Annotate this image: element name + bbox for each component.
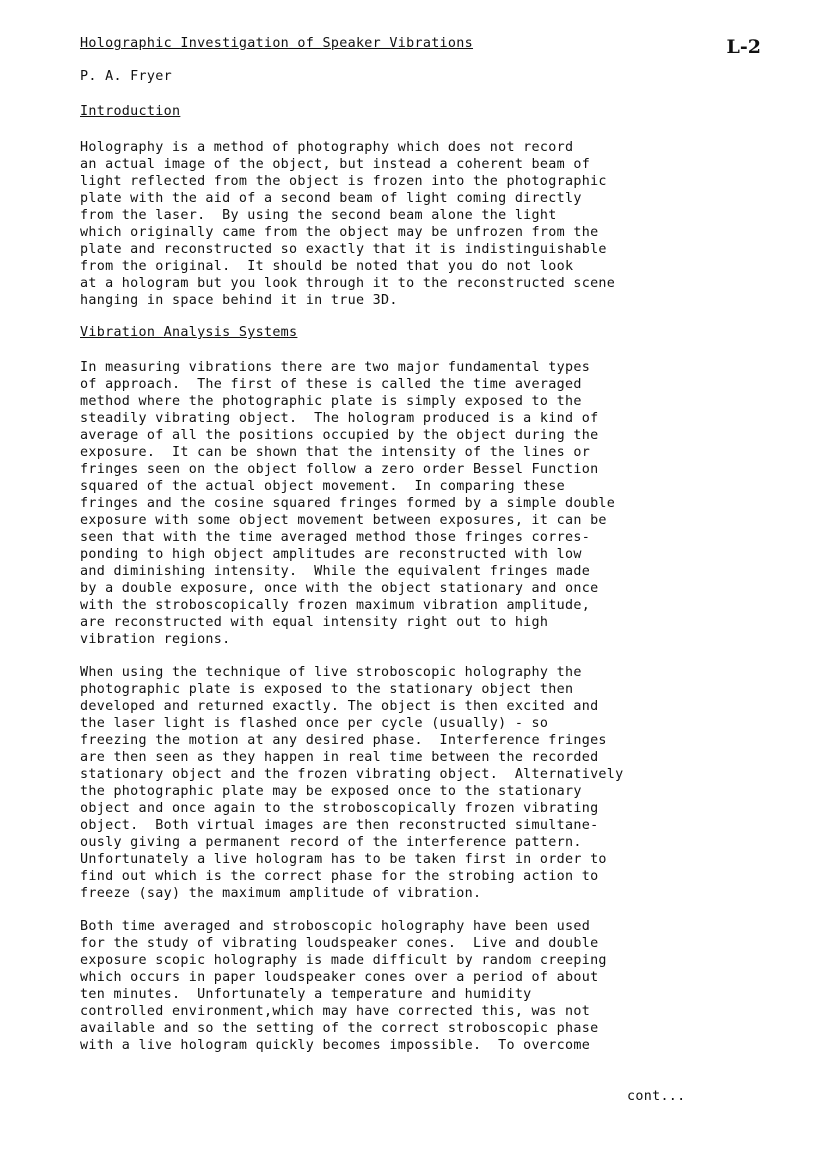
text-line: which occurs in paper loudspeaker cones over a period of about	[80, 970, 599, 985]
text-line: hanging in space behind it in true 3D.	[80, 293, 398, 308]
paragraph-loudspeaker-cones	[80, 918, 607, 1054]
text-line: are reconstructed with equal intensity right out to high	[80, 615, 549, 630]
text-line: the laser light is flashed once per cycle (usually) - so	[80, 716, 549, 731]
text-line: photographic plate is exposed to the stationary object then	[80, 682, 574, 697]
section-heading-introduction: Introduction	[80, 104, 181, 119]
text-line: vibration regions.	[80, 632, 231, 647]
paragraph-measuring-vibrations	[80, 359, 615, 648]
text-line: method where the photographic plate is simply exposed to the	[80, 394, 582, 409]
document-title: Holographic Investigation of Speaker Vibrations	[80, 36, 474, 51]
text-line: with a live hologram quickly becomes impossible. To overcome	[80, 1038, 591, 1053]
text-line: object and once again to the stroboscopically frozen vibrating	[80, 801, 599, 816]
text-line: with the stroboscopically frozen maximum vibration amplitude,	[80, 598, 591, 613]
text-line: When using the technique of live stroboscopic holography the	[80, 665, 582, 680]
text-line: exposure scopic holography is made difficult by random creeping	[80, 953, 607, 968]
text-line: fringes seen on the object follow a zero order Bessel Function	[80, 462, 599, 477]
paragraph-introduction	[80, 139, 615, 309]
page-label: L-2	[726, 36, 761, 58]
text-line: for the study of vibrating loudspeaker cones. Live and double	[80, 936, 599, 951]
text-line: Unfortunately a live hologram has to be taken first in order to	[80, 852, 607, 867]
text-line: exposure with some object movement between exposures, it can be	[80, 513, 607, 528]
text-line: an actual image of the object, but instead a coherent beam of	[80, 157, 591, 172]
text-line: available and so the setting of the correct stroboscopic phase	[80, 1021, 599, 1036]
text-line: find out which is the correct phase for the strobing action to	[80, 869, 599, 884]
text-line: freezing the motion at any desired phase. Interference fringes	[80, 733, 607, 748]
paragraph-live-stroboscopic	[80, 664, 624, 902]
text-line: plate with the aid of a second beam of light coming directly	[80, 191, 582, 206]
author-name: P. A. Fryer	[80, 69, 172, 84]
text-line: light reflected from the object is frozen into the photographic	[80, 174, 607, 189]
text-line: at a hologram but you look through it to the reconstructed scene	[80, 276, 616, 291]
text-line: freeze (say) the maximum amplitude of vibration.	[80, 886, 482, 901]
text-line: steadily vibrating object. The hologram produced is a kind of	[80, 411, 599, 426]
text-line: are then seen as they happen in real time between the recorded	[80, 750, 599, 765]
text-line: ponding to high object amplitudes are reconstructed with low	[80, 547, 582, 562]
text-line: Holography is a method of photography which does not record	[80, 140, 574, 155]
text-line: ously giving a permanent record of the interference pattern.	[80, 835, 582, 850]
continuation-marker: cont...	[627, 1089, 686, 1104]
section-heading-vibration-analysis: Vibration Analysis Systems	[80, 325, 298, 340]
text-line: object. Both virtual images are then reconstructed simultane-	[80, 818, 599, 833]
text-line: In measuring vibrations there are two major fundamental types	[80, 360, 591, 375]
text-line: stationary object and the frozen vibrating object. Alternatively	[80, 767, 624, 782]
text-line: seen that with the time averaged method those fringes corres-	[80, 530, 591, 545]
text-line: plate and reconstructed so exactly that it is indistinguishable	[80, 242, 607, 257]
text-line: average of all the positions occupied by the object during the	[80, 428, 599, 443]
text-line: by a double exposure, once with the object stationary and once	[80, 581, 599, 596]
text-line: ten minutes. Unfortunately a temperature and humidity	[80, 987, 532, 1002]
text-line: developed and returned exactly. The object is then excited and	[80, 699, 599, 714]
text-line: exposure. It can be shown that the intensity of the lines or	[80, 445, 591, 460]
text-line: which originally came from the object may be unfrozen from the	[80, 225, 599, 240]
text-line: from the laser. By using the second beam alone the light	[80, 208, 557, 223]
text-line: the photographic plate may be exposed once to the stationary	[80, 784, 582, 799]
text-line: squared of the actual object movement. In comparing these	[80, 479, 565, 494]
text-line: Both time averaged and stroboscopic holography have been used	[80, 919, 591, 934]
text-line: from the original. It should be noted that you do not look	[80, 259, 574, 274]
text-line: fringes and the cosine squared fringes formed by a simple double	[80, 496, 616, 511]
text-line: of approach. The first of these is called the time averaged	[80, 377, 582, 392]
text-line: controlled environment,which may have corrected this, was not	[80, 1004, 591, 1019]
text-line: and diminishing intensity. While the equivalent fringes made	[80, 564, 591, 579]
